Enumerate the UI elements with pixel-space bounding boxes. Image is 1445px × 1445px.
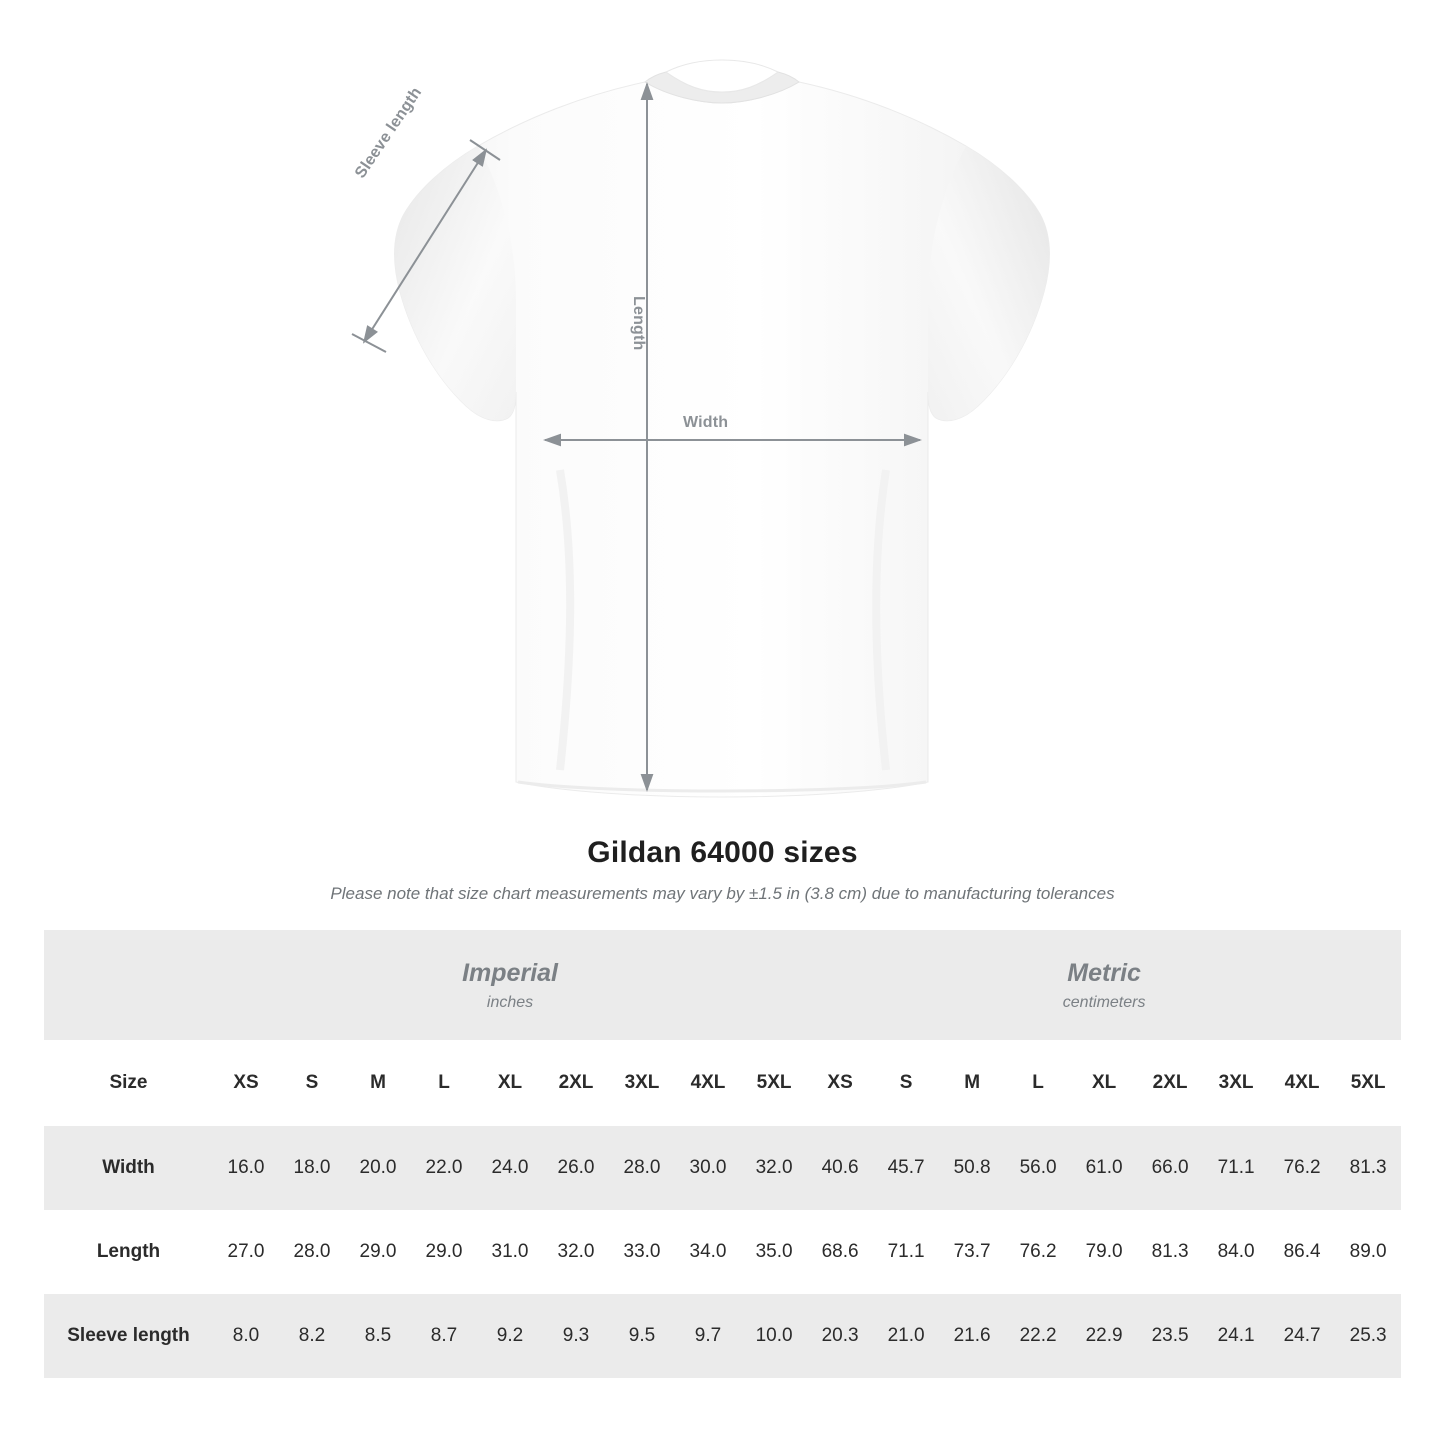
cell: 9.5 xyxy=(609,1294,675,1378)
table-row xyxy=(44,1126,1401,1210)
size-col-header: M xyxy=(939,1040,1005,1126)
cell: 40.6 xyxy=(807,1126,873,1210)
cell: 32.0 xyxy=(741,1126,807,1210)
size-col-header: 4XL xyxy=(675,1040,741,1126)
cell: 73.7 xyxy=(939,1210,1005,1294)
cell: 20.3 xyxy=(807,1294,873,1378)
metric-sub-label: centimeters xyxy=(1062,993,1146,1011)
size-col-header: 3XL xyxy=(1203,1040,1269,1126)
row-label-length: Length xyxy=(44,1210,213,1294)
size-col-header: 3XL xyxy=(609,1040,675,1126)
cell: 76.2 xyxy=(1269,1126,1335,1210)
cell: 24.0 xyxy=(477,1126,543,1210)
unit-header-row xyxy=(44,930,1401,1040)
cell: 8.2 xyxy=(279,1294,345,1378)
size-chart-header xyxy=(0,836,1445,904)
size-chart-table xyxy=(44,930,1401,1378)
cell: 8.5 xyxy=(345,1294,411,1378)
cell: 28.0 xyxy=(279,1210,345,1294)
cell: 61.0 xyxy=(1071,1126,1137,1210)
cell: 8.0 xyxy=(213,1294,279,1378)
cell: 20.0 xyxy=(345,1126,411,1210)
size-table-wrap xyxy=(44,930,1401,1378)
cell: 23.5 xyxy=(1137,1294,1203,1378)
size-col-header: XL xyxy=(477,1040,543,1126)
cell: 29.0 xyxy=(411,1210,477,1294)
cell: 24.7 xyxy=(1269,1294,1335,1378)
cell: 26.0 xyxy=(543,1126,609,1210)
row-label-sleeve-length: Sleeve length xyxy=(44,1294,213,1378)
cell: 25.3 xyxy=(1335,1294,1401,1378)
unit-header-spacer xyxy=(44,930,213,1040)
cell: 66.0 xyxy=(1137,1126,1203,1210)
cell: 8.7 xyxy=(411,1294,477,1378)
size-header-row xyxy=(44,1040,1401,1126)
cell: 89.0 xyxy=(1335,1210,1401,1294)
table-row xyxy=(44,1210,1401,1294)
size-col-header: S xyxy=(873,1040,939,1126)
cell: 27.0 xyxy=(213,1210,279,1294)
size-col-header: XS xyxy=(213,1040,279,1126)
cell: 33.0 xyxy=(609,1210,675,1294)
sleeve-length-label: Sleeve length xyxy=(352,84,426,182)
size-col-header: XS xyxy=(807,1040,873,1126)
cell: 32.0 xyxy=(543,1210,609,1294)
unit-group-imperial xyxy=(213,930,807,1040)
cell: 21.6 xyxy=(939,1294,1005,1378)
cell: 56.0 xyxy=(1005,1126,1071,1210)
size-col-header: 2XL xyxy=(1137,1040,1203,1126)
metric-label: Metric xyxy=(1067,958,1141,987)
cell: 24.1 xyxy=(1203,1294,1269,1378)
cell: 35.0 xyxy=(741,1210,807,1294)
cell: 30.0 xyxy=(675,1126,741,1210)
size-col-header: S xyxy=(279,1040,345,1126)
size-col-header: 5XL xyxy=(741,1040,807,1126)
cell: 50.8 xyxy=(939,1126,1005,1210)
cell: 86.4 xyxy=(1269,1210,1335,1294)
cell: 71.1 xyxy=(1203,1126,1269,1210)
cell: 28.0 xyxy=(609,1126,675,1210)
cell: 10.0 xyxy=(741,1294,807,1378)
cell: 21.0 xyxy=(873,1294,939,1378)
page-title: Gildan 64000 sizes xyxy=(587,836,858,869)
length-label: Length xyxy=(630,296,647,351)
cell: 9.7 xyxy=(675,1294,741,1378)
cell: 18.0 xyxy=(279,1126,345,1210)
cell: 79.0 xyxy=(1071,1210,1137,1294)
size-row-label: Size xyxy=(44,1040,213,1126)
unit-group-metric xyxy=(807,930,1401,1040)
imperial-label: Imperial xyxy=(462,958,558,987)
cell: 9.2 xyxy=(477,1294,543,1378)
size-col-header: 4XL xyxy=(1269,1040,1335,1126)
cell: 16.0 xyxy=(213,1126,279,1210)
cell: 81.3 xyxy=(1335,1126,1401,1210)
cell: 81.3 xyxy=(1137,1210,1203,1294)
cell: 31.0 xyxy=(477,1210,543,1294)
cell: 68.6 xyxy=(807,1210,873,1294)
imperial-sub-label: inches xyxy=(486,993,534,1011)
cell: 29.0 xyxy=(345,1210,411,1294)
cell: 22.0 xyxy=(411,1126,477,1210)
cell: 34.0 xyxy=(675,1210,741,1294)
size-col-header: 5XL xyxy=(1335,1040,1401,1126)
width-label: Width xyxy=(683,414,729,431)
tolerance-note: Please note that size chart measurements may vary by ±1.5 in (3.8 cm) due to manufacturing tolerances xyxy=(330,884,1115,903)
size-col-header: XL xyxy=(1071,1040,1137,1126)
row-label-width: Width xyxy=(44,1126,213,1210)
cell: 84.0 xyxy=(1203,1210,1269,1294)
cell: 45.7 xyxy=(873,1126,939,1210)
size-col-header: 2XL xyxy=(543,1040,609,1126)
cell: 22.2 xyxy=(1005,1294,1071,1378)
cell: 76.2 xyxy=(1005,1210,1071,1294)
cell: 9.3 xyxy=(543,1294,609,1378)
size-col-header: L xyxy=(411,1040,477,1126)
cell: 22.9 xyxy=(1071,1294,1137,1378)
table-row xyxy=(44,1294,1401,1378)
size-col-header: L xyxy=(1005,1040,1071,1126)
cell: 71.1 xyxy=(873,1210,939,1294)
size-col-header: M xyxy=(345,1040,411,1126)
